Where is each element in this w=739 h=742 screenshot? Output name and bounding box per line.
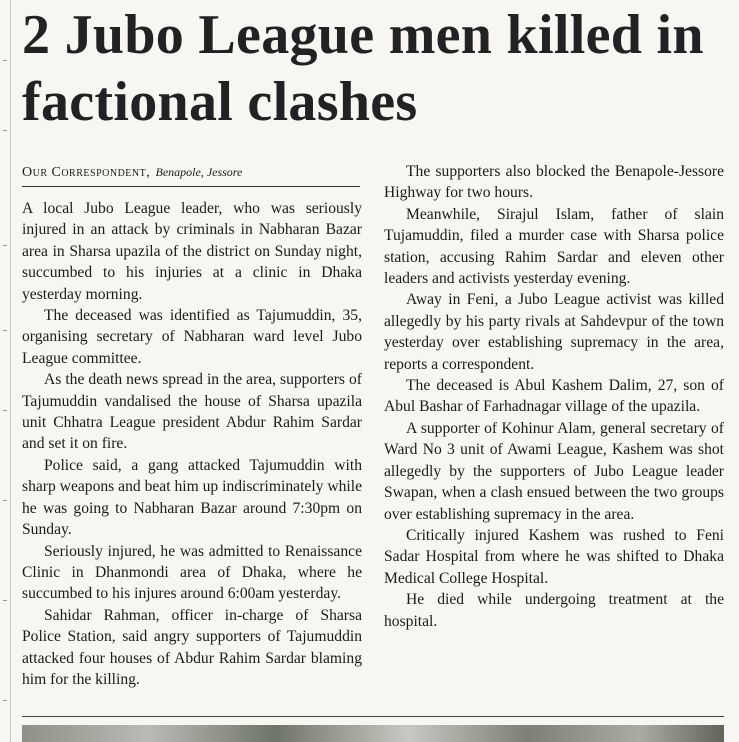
paragraph: He died while undergoing treatment at the hospital. bbox=[384, 591, 724, 630]
paragraph: Away in Feni, a Jubo League activist was killed allegedly by his party rivals at Sahdevpur of the town yesterday over establishing supremacy in the area, reports a correspondent. bbox=[384, 291, 724, 373]
byline-location: Benapole, Jessore bbox=[155, 165, 243, 179]
page-margin-rule bbox=[0, 0, 11, 742]
photo-strip bbox=[22, 725, 724, 742]
byline-name: Our Correspondent, bbox=[22, 165, 151, 180]
paragraph: A supporter of Kohinur Alam, general secretary of Ward No 3 unit of Awami League, Kashem was shot allegedly by the supporters of Jubo League leader Swapan, when a clash ensued between the two groups over establishing supremacy in the area. bbox=[384, 419, 724, 523]
paragraph: Meanwhile, Sirajul Islam, father of slain Tujamuddin, filed a murder case with Sharsa police station, accusing Rahim Sardar and eleven other leaders and activists yesterday evening. bbox=[384, 205, 724, 288]
paragraph: The supporters also blocked the Benapole-Jessore Highway for two hours. bbox=[384, 163, 724, 202]
paragraph: The deceased was identified as Tajumuddin, 35, organising secretary of Nabharan ward level Jubo League committee. bbox=[22, 307, 362, 367]
section-divider bbox=[22, 716, 724, 717]
paragraph: As the death news spread in the area, supporters of Tajumuddin vandalised the house of Sharsa upazila unit Chhatra League president Abdur Rahim Sardar and set it on fire. bbox=[22, 371, 362, 453]
paragraph: Seriously injured, he was admitted to Renaissance Clinic in Dhanmondi area of Dhaka, where he succumbed to his injures around 6:00am yesterday. bbox=[22, 542, 362, 603]
paragraph: The deceased is Abul Kashem Dalim, 27, son of Abul Bashar of Farhadnagar village of the upazila. bbox=[384, 377, 724, 416]
headline: 2 Jubo League men killed in factional clashes bbox=[22, 4, 704, 133]
paragraph: Critically injured Kashem was rushed to Feni Sadar Hospital from where he was shifted to Dhaka Medical College Hospital. bbox=[384, 526, 724, 587]
paragraph: Police said, a gang attacked Tajumuddin with sharp weapons and beat him up indiscriminately while he was going to Nabharan Bazar around 7:30pm on Sunday. bbox=[22, 456, 362, 539]
paragraph: Sahidar Rahman, officer in-charge of Sharsa Police Station, said angry supporters of Tajumuddin attacked four houses of Abdur Rahim Sardar blaming him for the killing. bbox=[22, 606, 362, 688]
paragraph: A local Jubo League leader, who was seriously injured in an attack by criminals in Nabharan Bazar area in Sharsa upazila of the district on Sunday night, succumbed to his injuries at a clinic in Dhaka yesterday morning. bbox=[22, 200, 362, 303]
article-column-1 bbox=[22, 198, 362, 690]
byline bbox=[22, 164, 360, 187]
article-column-2 bbox=[384, 161, 724, 632]
